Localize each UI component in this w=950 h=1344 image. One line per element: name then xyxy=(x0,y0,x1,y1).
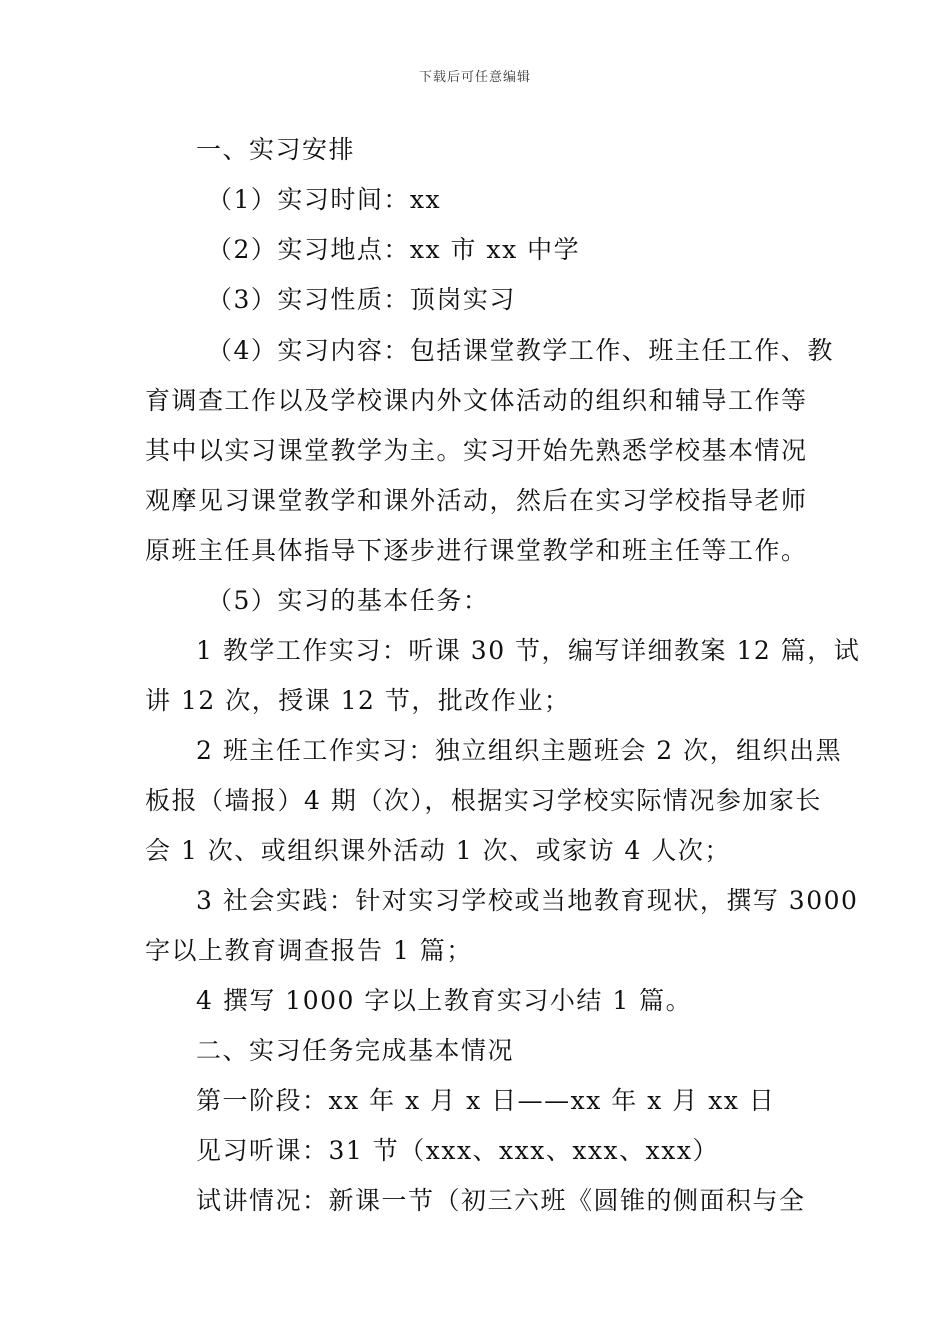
paragraph-line: （1）实习时间：xx xyxy=(207,185,442,214)
paragraph-line: 观摩见习课堂教学和课外活动，然后在实习学校指导老师 xyxy=(145,486,808,515)
paragraph-line: 3 社会实践：针对实习学校或当地教育现状，撰写 3000 xyxy=(196,886,859,915)
paragraph-line: （3）实习性质：顶岗实习 xyxy=(207,285,516,314)
paragraph-line: 字以上教育调查报告 1 篇； xyxy=(145,936,473,965)
paragraph-line: 1 教学工作实习：听课 30 节，编写详细教案 12 篇，试 xyxy=(196,636,861,665)
paragraph-line: 其中以实习课堂教学为主。实习开始先熟悉学校基本情况 xyxy=(145,436,808,465)
paragraph-line: 试讲情况：新课一节（初三六班《圆锥的侧面积与全 xyxy=(196,1186,806,1215)
paragraph-line: 讲 12 次，授课 12 节，批改作业； xyxy=(145,686,571,715)
paragraph-line: 第一阶段：xx 年 x 月 x 日——xx 年 x 月 xx 日 xyxy=(196,1086,776,1115)
paragraph-line: 育调查工作以及学校课内外文体活动的组织和辅导工作等 xyxy=(145,386,808,415)
paragraph-line: （4）实习内容：包括课堂教学工作、班主任工作、教 xyxy=(207,336,834,365)
section-heading: 一、实习安排 xyxy=(196,135,356,164)
page-header: 下载后可任意编辑 xyxy=(418,70,531,85)
paragraph-line: （5）实习的基本任务： xyxy=(207,586,490,615)
paragraph-line: 2 班主任工作实习：独立组织主题班会 2 次，组织出黑 xyxy=(196,736,843,765)
paragraph-line: （2）实习地点：xx 市 xx 中学 xyxy=(207,235,581,264)
paragraph-line: 会 1 次、或组织课外活动 1 次、或家访 4 人次； xyxy=(145,836,731,865)
paragraph-line: 见习听课：31 节（xxx、xxx、xxx、xxx） xyxy=(196,1136,719,1165)
paragraph-line: 4 撰写 1000 字以上教育实习小结 1 篇。 xyxy=(196,986,693,1015)
paragraph-line: 板报（墙报）4 期（次），根据实习学校实际情况参加家长 xyxy=(145,786,822,815)
paragraph-line: 原班主任具体指导下逐步进行课堂教学和班主任等工作。 xyxy=(145,536,808,565)
section-heading: 二、实习任务完成基本情况 xyxy=(196,1036,515,1065)
